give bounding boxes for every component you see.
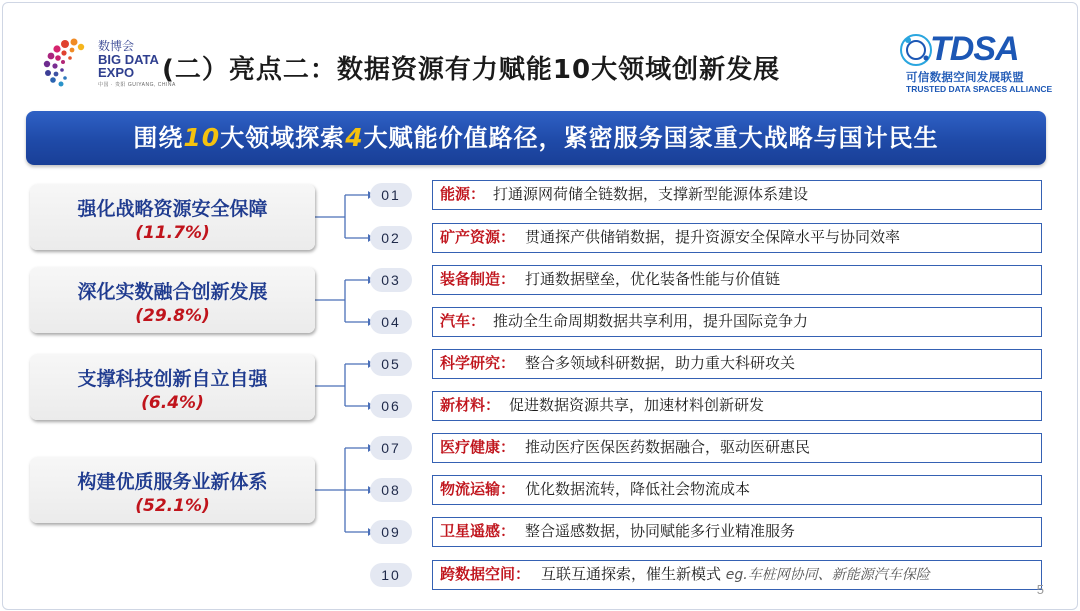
domain-label: 汽车： — [440, 312, 486, 330]
category-title: 构建优质服务业新体系 — [77, 471, 268, 493]
domain-label: 物流运输： — [440, 480, 516, 498]
domain-item-04 — [432, 307, 1042, 337]
tdsa-en-name: TRUSTED DATA SPACES ALLIANCE — [906, 84, 1053, 94]
category-percent: (11.7%) — [135, 223, 210, 243]
domain-text: 打通源网荷储全链数据，支撑新型能源体系建设 — [493, 185, 809, 203]
domain-text: 推动医疗医保医药数据融合，驱动医研惠民 — [525, 438, 811, 456]
domain-item-02 — [432, 223, 1042, 253]
domain-label: 能源： — [440, 185, 486, 203]
domain-label: 新材料： — [440, 396, 501, 414]
tdsa-cn-name: 可信数据空间发展联盟 — [906, 70, 1024, 84]
tdsa-wordmark: TDSA — [930, 30, 1019, 68]
domain-text: 整合遥感数据，协同赋能多行业精准服务 — [525, 522, 796, 540]
domain-label: 医疗健康： — [440, 438, 516, 456]
domain-item-09 — [432, 517, 1042, 547]
domain-text — [541, 561, 930, 589]
domain-text: 贯通探产供储销数据，提升资源安全保障水平与协同效率 — [525, 228, 901, 246]
banner-num2: 4 — [345, 123, 364, 152]
banner-text — [26, 111, 1046, 165]
domain-label: 科学研究： — [440, 354, 516, 372]
domain-note: eg.车桩网协同、新能源汽车保险 — [725, 567, 930, 583]
expo-line1: BIG DATA — [98, 52, 159, 67]
domain-text: 整合多领域科研数据，助力重大科研攻关 — [525, 354, 796, 372]
domain-text: 促进数据资源共享，加速材料创新研发 — [509, 396, 765, 414]
category-percent: (29.8%) — [135, 306, 210, 326]
category-percent: (6.4%) — [141, 393, 204, 413]
domain-text: 优化数据流转，降低社会物流成本 — [525, 480, 751, 498]
item-number-05: 05 — [370, 352, 412, 376]
category-title: 强化战略资源安全保障 — [77, 198, 268, 220]
domain-item-03 — [432, 265, 1042, 295]
expo-location: 中国 · 贵阳 GUIYANG, CHINA — [98, 82, 176, 88]
domain-item-10 — [432, 560, 1042, 590]
banner-num1: 10 — [183, 123, 221, 152]
banner-part2: 大领域探索 — [220, 124, 346, 152]
item-number-07: 07 — [370, 436, 412, 460]
category-box-1 — [30, 184, 315, 250]
page-title: (二）亮点二：数据资源有力赋能10大领域创新发展 — [162, 55, 781, 85]
category-title: 深化实数融合创新发展 — [77, 281, 268, 303]
domain-label: 矿产资源： — [440, 228, 516, 246]
item-number-02: 02 — [370, 226, 412, 250]
domain-label: 装备制造： — [440, 270, 516, 288]
domain-text: 推动全生命周期数据共享利用，提升国际竞争力 — [493, 312, 809, 330]
domain-item-08 — [432, 475, 1042, 505]
item-number-10: 10 — [370, 563, 412, 587]
domain-item-06 — [432, 391, 1042, 421]
domain-item-05 — [432, 349, 1042, 379]
item-number-01: 01 — [370, 183, 412, 207]
item-number-09: 09 — [370, 520, 412, 544]
expo-line2: EXPO — [98, 65, 135, 80]
domain-label: 卫星遥感： — [440, 522, 516, 540]
item-number-03: 03 — [370, 268, 412, 292]
domain-text: 打通数据壁垒，优化装备性能与价值链 — [525, 270, 781, 288]
domain-text-main: 互联互通探索，催生新模式 — [541, 565, 722, 583]
headline-banner — [26, 111, 1046, 165]
category-box-4 — [30, 457, 315, 523]
banner-part1: 围绕 — [133, 124, 184, 152]
category-title: 支撑科技创新自立自强 — [77, 368, 268, 390]
item-number-04: 04 — [370, 310, 412, 334]
domain-label: 跨数据空间： — [440, 565, 531, 583]
page-number: 5 — [1036, 582, 1044, 597]
domain-item-01 — [432, 180, 1042, 210]
big-data-expo-logo-icon — [34, 34, 94, 90]
banner-part3: 大赋能价值路径，紧密服务国家重大战略与国计民生 — [363, 124, 939, 152]
item-number-06: 06 — [370, 394, 412, 418]
category-percent: (52.1%) — [135, 496, 210, 516]
item-number-08: 08 — [370, 478, 412, 502]
domain-item-07 — [432, 433, 1042, 463]
expo-cn-name: 数博会 — [98, 39, 135, 53]
category-box-2 — [30, 267, 315, 333]
category-box-3 — [30, 354, 315, 420]
